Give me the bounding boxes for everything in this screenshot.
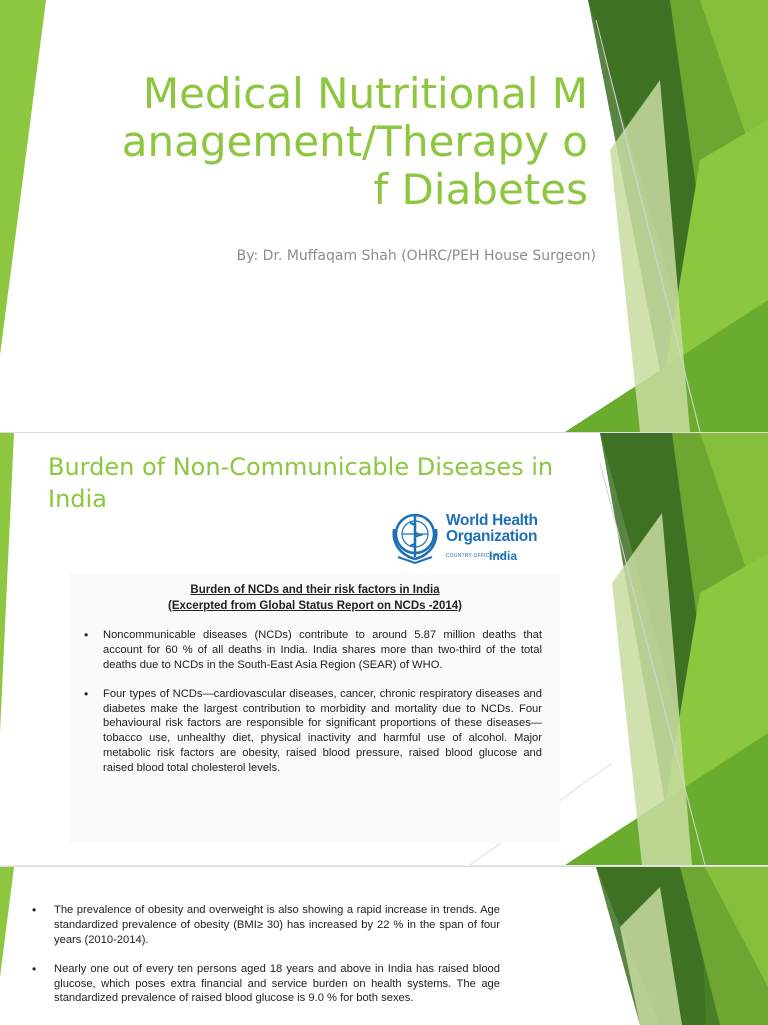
slide-body — [10, 903, 510, 1025]
who-country: India — [489, 549, 518, 563]
bullet-list — [10, 903, 510, 1006]
report-heading-line-1: Burden of NCDs and their risk factors in India — [190, 584, 440, 596]
list-item: • Four types of NCDs—cardiovascular diseases, cancer, chronic respiratory diseases and diabetes make the largest contribution to morbidity and mortality due to NCDs. Four behavioural risk factors are responsible for significant proportions of these diseases—tobacco use, unhealthy diet, physical inactivity and harmful use of alcohol. Major metabolic risk factors are obesity, raised blood pressure, raised blood glucose and raised blood total cholesterol levels. — [70, 687, 542, 776]
who-country-prefix: COUNTRY OFFICE FOR — [446, 553, 506, 559]
who-name: World Health Organization — [446, 512, 538, 546]
presentation-title: Medical Nutritional Management/Therapy of Diabetes — [121, 69, 588, 214]
report-heading — [70, 583, 560, 614]
list-item: • The prevalence of obesity and overweight is also showing a rapid increase in trends. Age standardized prevalence of obesity (BMI≥ 30) has increased by 22 % in the span of four years (2010-2014). — [10, 903, 510, 948]
who-emblem-icon — [390, 509, 440, 567]
who-logo — [390, 509, 550, 573]
slide-title — [0, 0, 768, 432]
slide-obesity-glucose — [0, 866, 768, 1025]
presentation-subtitle: By: Dr. Muffaqam Shah (OHRC/PEH House Surgeon) — [236, 248, 596, 264]
report-bullet-list — [70, 628, 560, 776]
slide-decoration — [0, 0, 768, 432]
report-heading-line-2: (Excerpted from Global Status Report on NCDs -2014) — [168, 599, 462, 612]
list-item: • Nearly one out of every ten persons aged 18 years and above in India has raised blood glucose, which poses extra financial and service burden on health systems. The age standardized prevalence of raised blood glucose is 9.0 % for both sexes. — [10, 962, 510, 1007]
slide-ncd-burden — [0, 432, 768, 865]
left-green-sliver — [0, 433, 14, 733]
left-green-triangle — [0, 0, 46, 355]
report-excerpt — [70, 573, 560, 843]
list-item: • Noncommunicable diseases (NCDs) contribute to around 5.87 million deaths that account for 60 % of all deaths in India. India shares more than two-third of the total deaths due to NCDs in the South-East Asia Region (SEAR) of WHO. — [70, 628, 542, 673]
slide-title: Burden of Non-Communicable Diseases in India — [48, 453, 554, 514]
